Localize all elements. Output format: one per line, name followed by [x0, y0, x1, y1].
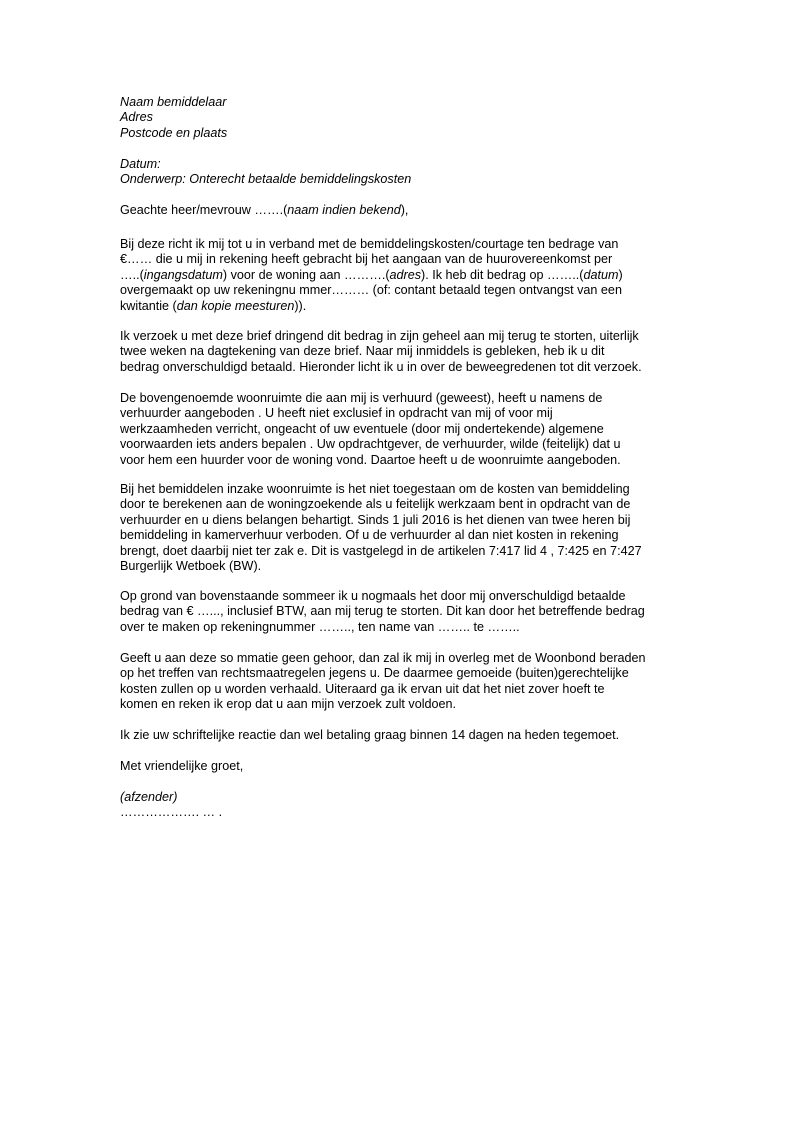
paragraph-line: komen en reken ik erop dat u aan mijn verzoek zult voldoen. — [120, 697, 457, 712]
text-fragment: ). Ik heb dit bedrag op ……..( — [421, 267, 584, 282]
text-fragment: …..( — [120, 267, 144, 282]
placeholder-start-date: ingangsdatum — [143, 267, 223, 282]
paragraph-7 — [120, 728, 680, 743]
paragraph-line: verhuurder aangeboden . U heeft niet exclusief in opdracht van mij of voor mij — [120, 406, 553, 421]
paragraph-line: overgemaakt op uw rekeningnu mmer……… (of: contant betaald tegen ontvangst van een — [120, 283, 622, 298]
signature-dots: ………………. … . — [120, 805, 223, 820]
paragraph-line: Burgerlijk Wetboek (BW). — [120, 558, 262, 573]
text-fragment: ) voor de woning aan ……….( — [222, 267, 390, 282]
paragraph-line: op het treffen van rechtsmaatregelen jegens u. De daarmee gemoeide (buiten)gerechtelijke — [120, 666, 629, 681]
salutation-suffix: ), — [400, 203, 409, 217]
paragraph-4 — [120, 482, 680, 574]
paragraph-line: De bovengenoemde woonruimte die aan mij is verhuurd (geweest), heeft u namens de — [120, 391, 603, 405]
paragraph-line: Bij het bemiddelen inzake woonruimte is het niet toegestaan om de kosten van bemiddeling — [120, 482, 630, 496]
paragraph-line: door te berekenen aan de woningzoekende als u feitelijk werkzaam bent in opdracht van de — [120, 497, 631, 512]
date-line: Datum: — [120, 157, 161, 171]
text-fragment: kwitantie ( — [120, 298, 177, 313]
text-fragment: )). — [294, 298, 307, 313]
paragraph-line: bedrag onverschuldigd betaald. Hieronder licht ik u in over de beweegredenen tot dit verzoek. — [120, 359, 642, 374]
paragraph-line: twee weken na dagtekening van deze brief. Naar mij inmiddels is gebleken, heb ik u dit — [120, 344, 605, 359]
closing-line: Met vriendelijke groet, — [120, 759, 244, 773]
placeholder-date: datum — [583, 267, 619, 282]
paragraph-2 — [120, 329, 680, 375]
paragraph-line: verhuurder en u diens belangen behartigt. Sinds 1 juli 2016 is het dienen van twee heren bij — [120, 512, 631, 527]
paragraph-3 — [120, 391, 680, 468]
placeholder-copy-note: dan kopie meesturen — [176, 298, 295, 313]
closing — [120, 759, 680, 774]
paragraph-1 — [120, 237, 680, 314]
sender-name: Naam bemiddelaar — [120, 95, 227, 109]
paragraph-line: bedrag van € …..., inclusief BTW, aan mij terug te storten. Dit kan door het betreffende bedrag — [120, 604, 645, 619]
paragraph-line: bemiddeling in kamerverhuur verboden. Of u de verhuurder al dan niet kosten in rekening — [120, 528, 619, 543]
paragraph-6 — [120, 651, 680, 713]
salutation — [120, 203, 680, 218]
paragraph-line: voor hem een huurder voor de woning vond. Daartoe heeft u de woonruimte aangeboden. — [120, 452, 621, 467]
paragraph-line: kosten zullen op u worden verhaald. Uiteraard ga ik ervan uit dat het niet zover hoeft te — [120, 681, 605, 696]
sender-city: Postcode en plaats — [120, 125, 228, 140]
paragraph-line — [120, 268, 680, 283]
meta-block — [120, 157, 680, 188]
paragraph-line: Ik verzoek u met deze brief dringend dit bedrag in zijn geheel aan mij terug te storten, uiterlijk — [120, 329, 639, 343]
paragraph-5 — [120, 589, 680, 635]
paragraph-line: voorwaarden iets anders bepalen . Uw opdrachtgever, de verhuurder, wilde (feitelijk) dat u — [120, 437, 621, 452]
paragraph-line — [120, 299, 680, 314]
sender-block — [120, 95, 680, 141]
signature-label: (afzender) — [120, 790, 178, 804]
placeholder-address: adres — [389, 267, 422, 282]
paragraph-line: Op grond van bovenstaande sommeer ik u nogmaals het door mij onverschuldigd betaalde — [120, 589, 626, 603]
paragraph-line: Geeft u aan deze so mmatie geen gehoor, dan zal ik mij in overleg met de Woonbond beraden — [120, 651, 646, 665]
paragraph-line: €…… die u mij in rekening heeft gebracht bij het aangaan van de huurovereenkomst per — [120, 252, 613, 267]
salutation-name-hint: naam indien bekend — [287, 203, 401, 217]
paragraph-line: brengt, doet daarbij niet ter zak e. Dit is vastgelegd in de artikelen 7:417 lid 4 , 7:425 en 7:427 — [120, 543, 642, 558]
paragraph-line: Bij deze richt ik mij tot u in verband met de bemiddelingskosten/courtage ten bedrage van — [120, 237, 619, 251]
sender-address: Adres — [120, 110, 153, 125]
paragraph-line: over te maken op rekeningnummer …….., ten name van …….. te …….. — [120, 619, 520, 634]
salutation-prefix: Geachte heer/mevrouw …….( — [120, 203, 288, 217]
subject-line: Onderwerp: Onterecht betaalde bemiddelingskosten — [120, 172, 412, 187]
signature-block — [120, 790, 680, 821]
paragraph-line: Ik zie uw schriftelijke reactie dan wel betaling graag binnen 14 dagen na heden tegemoet. — [120, 728, 620, 742]
text-fragment: ) — [618, 267, 623, 282]
paragraph-line: werkzaamheden verricht, ongeacht of uw eventuele (door mij ondertekende) algemene — [120, 421, 604, 436]
